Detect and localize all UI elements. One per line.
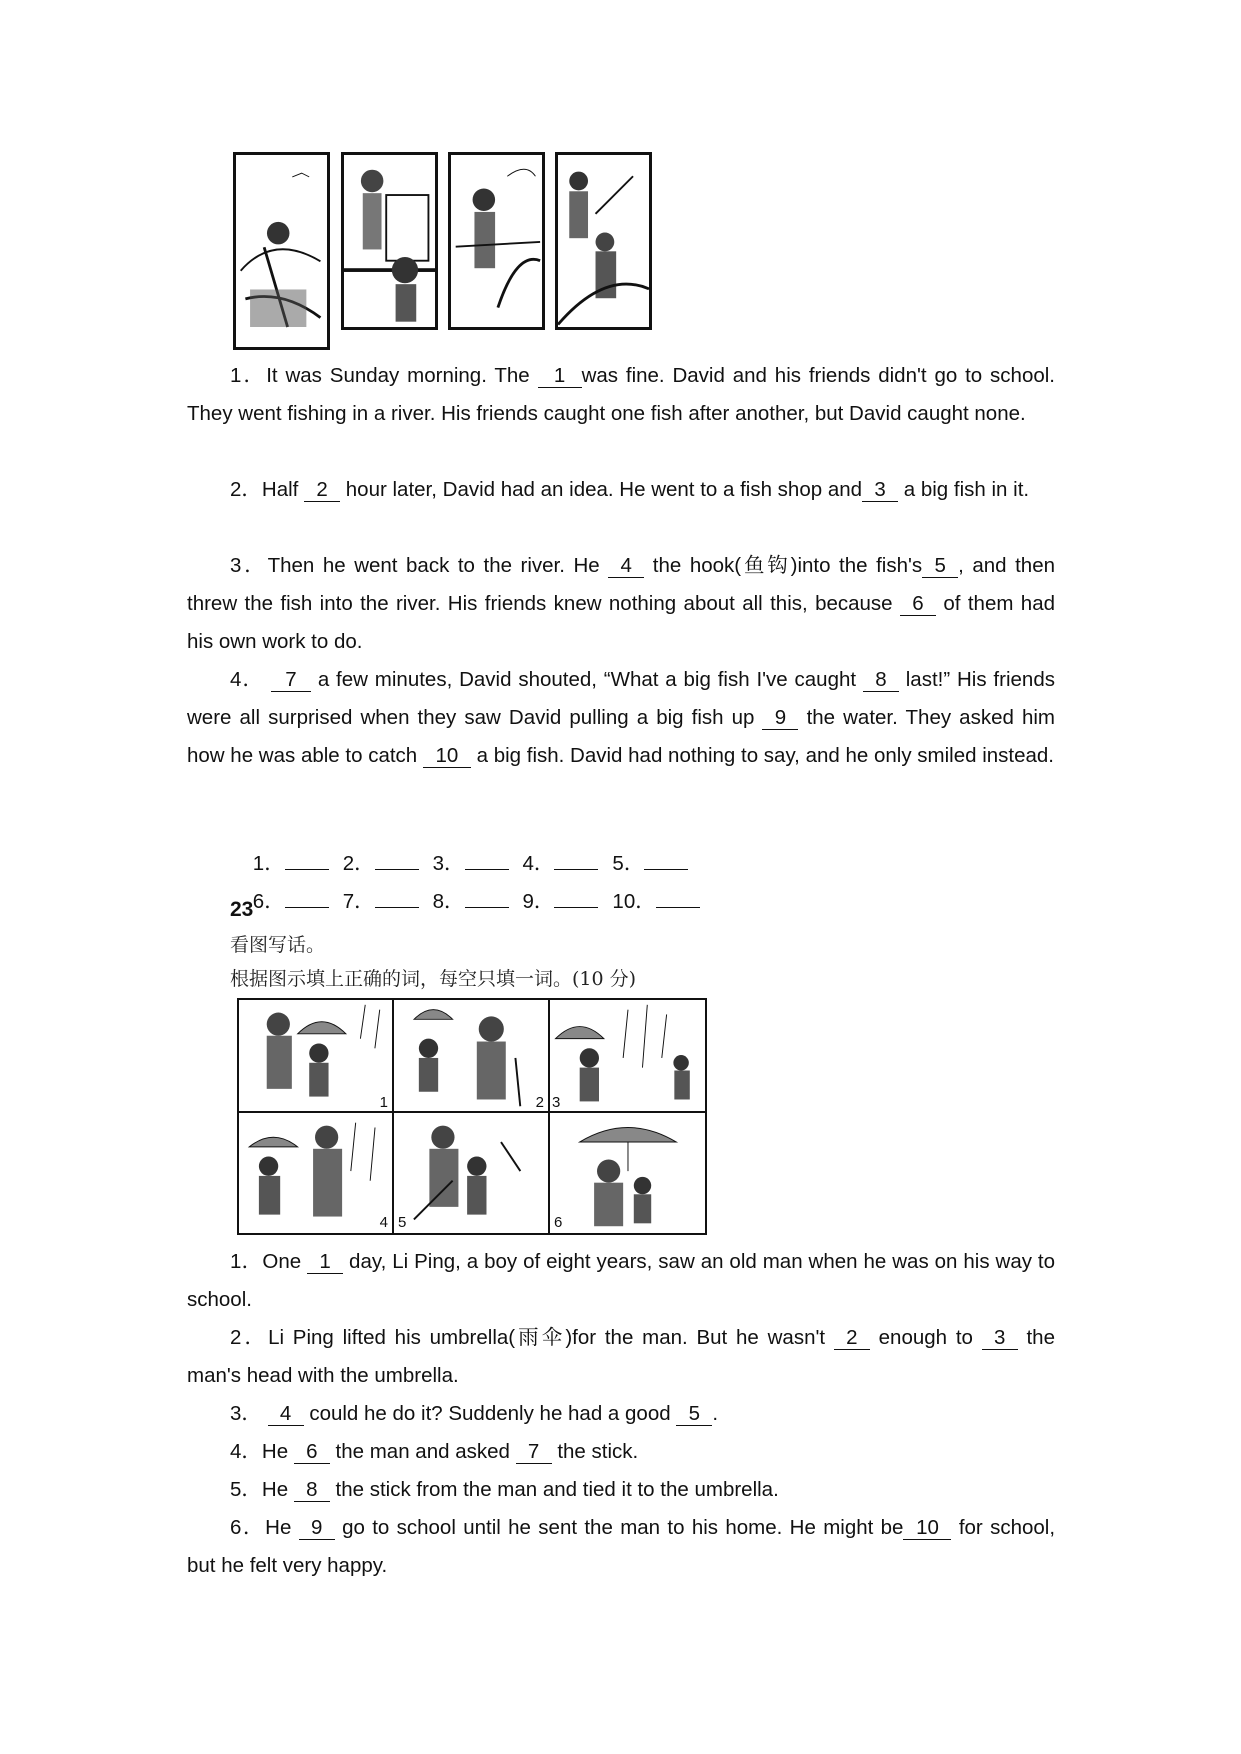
- part1-paragraph-1: [187, 357, 1055, 433]
- panel-number: 5: [398, 1214, 407, 1231]
- part2-paragraph-4: [187, 1433, 1055, 1471]
- fishing-comic-strip: [233, 152, 713, 352]
- answer-line[interactable]: [375, 887, 419, 908]
- panel-number: 4: [379, 1214, 388, 1231]
- para-text: of them had his own work to do.: [187, 592, 1056, 653]
- blank-6[interactable]: 6: [294, 1441, 330, 1464]
- blank-4[interactable]: 4: [268, 1403, 304, 1426]
- umbrella-panel-2: [392, 998, 550, 1115]
- answer-label: 8．: [432, 890, 465, 913]
- para-text: .: [712, 1402, 719, 1425]
- para-text: go to school until he sent the man to his home. He might be: [342, 1516, 904, 1539]
- para-text: One: [262, 1250, 302, 1273]
- part1-paragraph-4: [187, 661, 1055, 775]
- blank-3[interactable]: 3: [862, 479, 898, 502]
- umbrella-comic-strip: [237, 998, 707, 1238]
- blank-2[interactable]: 2: [834, 1327, 870, 1350]
- blank-10[interactable]: 10: [423, 745, 471, 768]
- para-text: the man's head with the umbrella.: [187, 1326, 1055, 1387]
- part2-paragraph-3: [187, 1395, 1055, 1433]
- blank-2[interactable]: 2: [304, 479, 340, 502]
- blank-9[interactable]: 9: [299, 1517, 335, 1540]
- answer-line[interactable]: [465, 887, 509, 908]
- umbrella-panel-3: [548, 998, 707, 1115]
- para-number: 4．: [230, 668, 265, 691]
- section-instruction: 根据图示填上正确的词，每空只填一词。(10 分): [230, 968, 637, 990]
- para-text: Li Ping lifted his umbrella(雨伞)for the man. But he wasn't: [268, 1326, 826, 1349]
- para-text: , and then threw the fish into the river. His friends knew nothing about all this, because: [187, 554, 1056, 615]
- para-text: could he do it? Suddenly he had a good: [309, 1402, 671, 1425]
- section-number: 23: [230, 898, 254, 921]
- blank-7[interactable]: 7: [516, 1441, 552, 1464]
- para-text: He: [265, 1516, 292, 1539]
- part1-paragraph-3: [187, 547, 1055, 661]
- para-text: the water. They asked him how he was able to catch: [187, 706, 1055, 767]
- blank-9[interactable]: 9: [762, 707, 798, 730]
- answer-label: 6．: [252, 890, 285, 913]
- para-text: the hook(鱼钩)into the fish's: [652, 554, 923, 577]
- para-number: 2．: [230, 1326, 269, 1349]
- para-text: He: [261, 1440, 289, 1463]
- para-text: It was Sunday morning. The: [266, 364, 530, 387]
- blank-5[interactable]: 5: [922, 555, 958, 578]
- answer-line[interactable]: [285, 887, 329, 908]
- para-number: 1．: [230, 1250, 263, 1273]
- para-text: the stick from the man and tied it to the umbrella.: [335, 1478, 779, 1501]
- para-number: 4．: [230, 1440, 262, 1463]
- answer-label: 2．: [342, 852, 375, 875]
- fishing-panel-1: [233, 152, 330, 350]
- umbrella-panel-4: [237, 1111, 394, 1235]
- blank-7[interactable]: 7: [271, 669, 311, 692]
- para-text: the stick.: [557, 1440, 639, 1463]
- part2-paragraph-2: [187, 1319, 1055, 1395]
- blank-1[interactable]: 1: [307, 1251, 343, 1274]
- para-text: a big fish. David had nothing to say, and he only smiled instead.: [476, 744, 1055, 767]
- para-text: enough to: [878, 1326, 973, 1349]
- answer-label: 5．: [612, 852, 645, 875]
- answer-label: 1．: [252, 852, 285, 875]
- answer-label: 7．: [342, 890, 375, 913]
- para-text: for school, but he felt very happy.: [187, 1516, 1056, 1577]
- blank-1[interactable]: 1: [538, 365, 582, 388]
- answer-label: 9．: [522, 890, 555, 913]
- fishing-panel-4: [555, 152, 652, 330]
- panel-number: 1: [379, 1094, 388, 1111]
- panel-number: 2: [535, 1094, 544, 1111]
- answer-row-2: [230, 860, 714, 938]
- para-text: the man and asked: [335, 1440, 510, 1463]
- para-text: Then he went back to the river. He: [267, 554, 600, 577]
- answer-line[interactable]: [554, 887, 598, 908]
- section-title: 看图写话。: [230, 934, 326, 956]
- para-text: a big fish in it.: [903, 478, 1030, 501]
- panel-number: 6: [554, 1214, 563, 1231]
- umbrella-panel-5: [392, 1111, 550, 1235]
- part1-paragraph-2: [187, 471, 1055, 509]
- answer-label: 4．: [522, 852, 555, 875]
- para-text: last!” His friends were all surprised when they saw David pulling a big fish up: [187, 668, 1055, 729]
- para-text: Half: [261, 478, 299, 501]
- fishing-panel-2: [341, 152, 438, 330]
- answer-line[interactable]: [656, 887, 700, 908]
- para-text: was fine. David and his friends didn't go to school. They went fishing in a river. His friends caught one fish after another, but David caught none.: [187, 364, 1055, 425]
- para-number: 6．: [230, 1516, 266, 1539]
- para-text: day, Li Ping, a boy of eight years, saw an old man when he was on his way to school.: [187, 1250, 1056, 1311]
- part2-paragraph-5: [187, 1471, 1055, 1509]
- blank-10[interactable]: 10: [903, 1517, 951, 1540]
- blank-3[interactable]: 3: [982, 1327, 1018, 1350]
- part2-paragraph-6: [187, 1509, 1055, 1585]
- para-number: 1．: [230, 364, 267, 387]
- para-text: a few minutes, David shouted, “What a big fish I've caught: [317, 668, 857, 691]
- part2-paragraph-1: [187, 1243, 1055, 1319]
- para-text: He: [261, 1478, 289, 1501]
- blank-6[interactable]: 6: [900, 593, 936, 616]
- blank-8[interactable]: 8: [863, 669, 899, 692]
- panel-number: 3: [552, 1094, 561, 1111]
- answer-label: 3．: [432, 852, 465, 875]
- para-number: 5．: [230, 1478, 262, 1501]
- umbrella-panel-6: [548, 1111, 707, 1235]
- umbrella-panel-1: [237, 998, 394, 1115]
- blank-8[interactable]: 8: [294, 1479, 330, 1502]
- para-number: 2．: [230, 478, 262, 501]
- para-text: hour later, David had an idea. He went to a fish shop and: [345, 478, 863, 501]
- fishing-panel-3: [448, 152, 545, 330]
- blank-4[interactable]: 4: [608, 555, 644, 578]
- blank-5[interactable]: 5: [676, 1403, 712, 1426]
- para-number: 3．: [230, 554, 268, 577]
- answer-label: 10．: [612, 890, 656, 913]
- para-number: 3．: [230, 1402, 262, 1425]
